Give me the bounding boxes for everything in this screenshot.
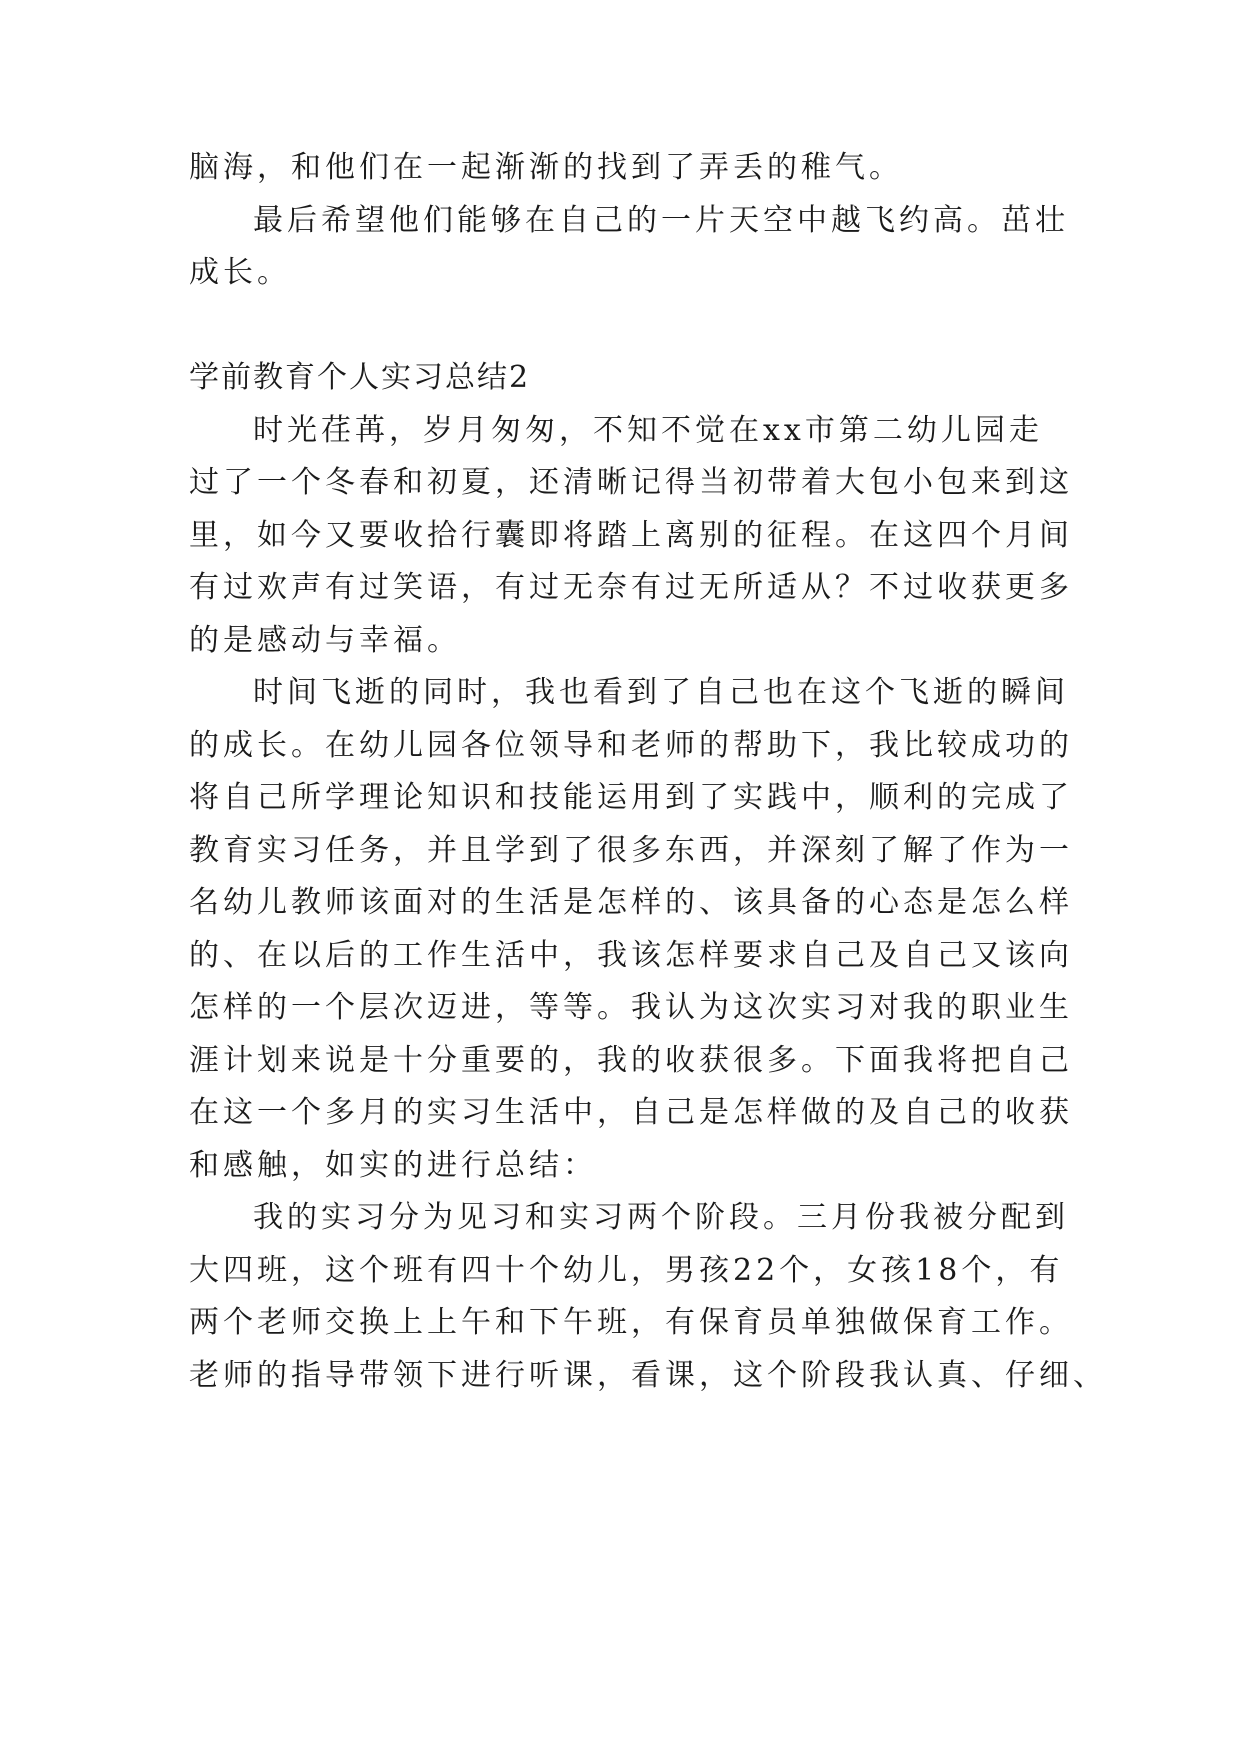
- section-heading: 学前教育个人实习总结2: [189, 360, 531, 395]
- paragraph-first-line: 我的实习分为见习和实习两个阶段。三月份我被分配到: [253, 1200, 1069, 1235]
- body-text-line: 有过欢声有过笑语，有过无奈有过无所适从？不过收获更多: [189, 570, 1073, 605]
- body-text-line: 里，如今又要收拾行囊即将踏上离别的征程。在这四个月间: [189, 518, 1073, 553]
- body-text-line: 怎样的一个层次迈进，等等。我认为这次实习对我的职业生: [189, 990, 1073, 1025]
- body-text-line: 的、在以后的工作生活中，我该怎样要求自己及自己又该向: [189, 938, 1073, 973]
- paragraph-first-line: 时间飞逝的同时，我也看到了自己也在这个飞逝的瞬间: [253, 675, 1069, 710]
- body-text-line: 两个老师交换上上午和下午班，有保育员单独做保育工作。: [189, 1305, 1073, 1340]
- body-text-line: 过了一个冬春和初夏，还清晰记得当初带着大包小包来到这: [189, 465, 1073, 500]
- body-text-line: 和感触，如实的进行总结：: [189, 1148, 597, 1183]
- body-text-line: 脑海，和他们在一起渐渐的找到了弄丢的稚气。: [189, 150, 903, 185]
- body-text-line: 名幼儿教师该面对的生活是怎样的、该具备的心态是怎么样: [189, 885, 1073, 920]
- body-text-line: 老师的指导带领下进行听课，看课，这个阶段我认真、仔细、: [189, 1358, 1107, 1393]
- paragraph-first-line: 最后希望他们能够在自己的一片天空中越飞约高。茁壮: [253, 203, 1069, 238]
- body-text-line: 成长。: [189, 255, 291, 290]
- paragraph-first-line: 时光荏苒，岁月匆匆，不知不觉在xx市第二幼儿园走: [253, 413, 1043, 448]
- body-text-line: 在这一个多月的实习生活中，自己是怎样做的及自己的收获: [189, 1095, 1073, 1130]
- body-text-line: 大四班，这个班有四十个幼儿，男孩22个，女孩18个，有: [189, 1253, 1064, 1288]
- body-text-line: 的是感动与幸福。: [189, 623, 461, 658]
- body-text-line: 的成长。在幼儿园各位领导和老师的帮助下，我比较成功的: [189, 728, 1073, 763]
- body-text-line: 涯计划来说是十分重要的，我的收获很多。下面我将把自己: [189, 1043, 1073, 1078]
- body-text-line: 将自己所学理论知识和技能运用到了实践中，顺利的完成了: [189, 780, 1073, 815]
- body-text-line: 教育实习任务，并且学到了很多东西，并深刻了解了作为一: [189, 833, 1073, 868]
